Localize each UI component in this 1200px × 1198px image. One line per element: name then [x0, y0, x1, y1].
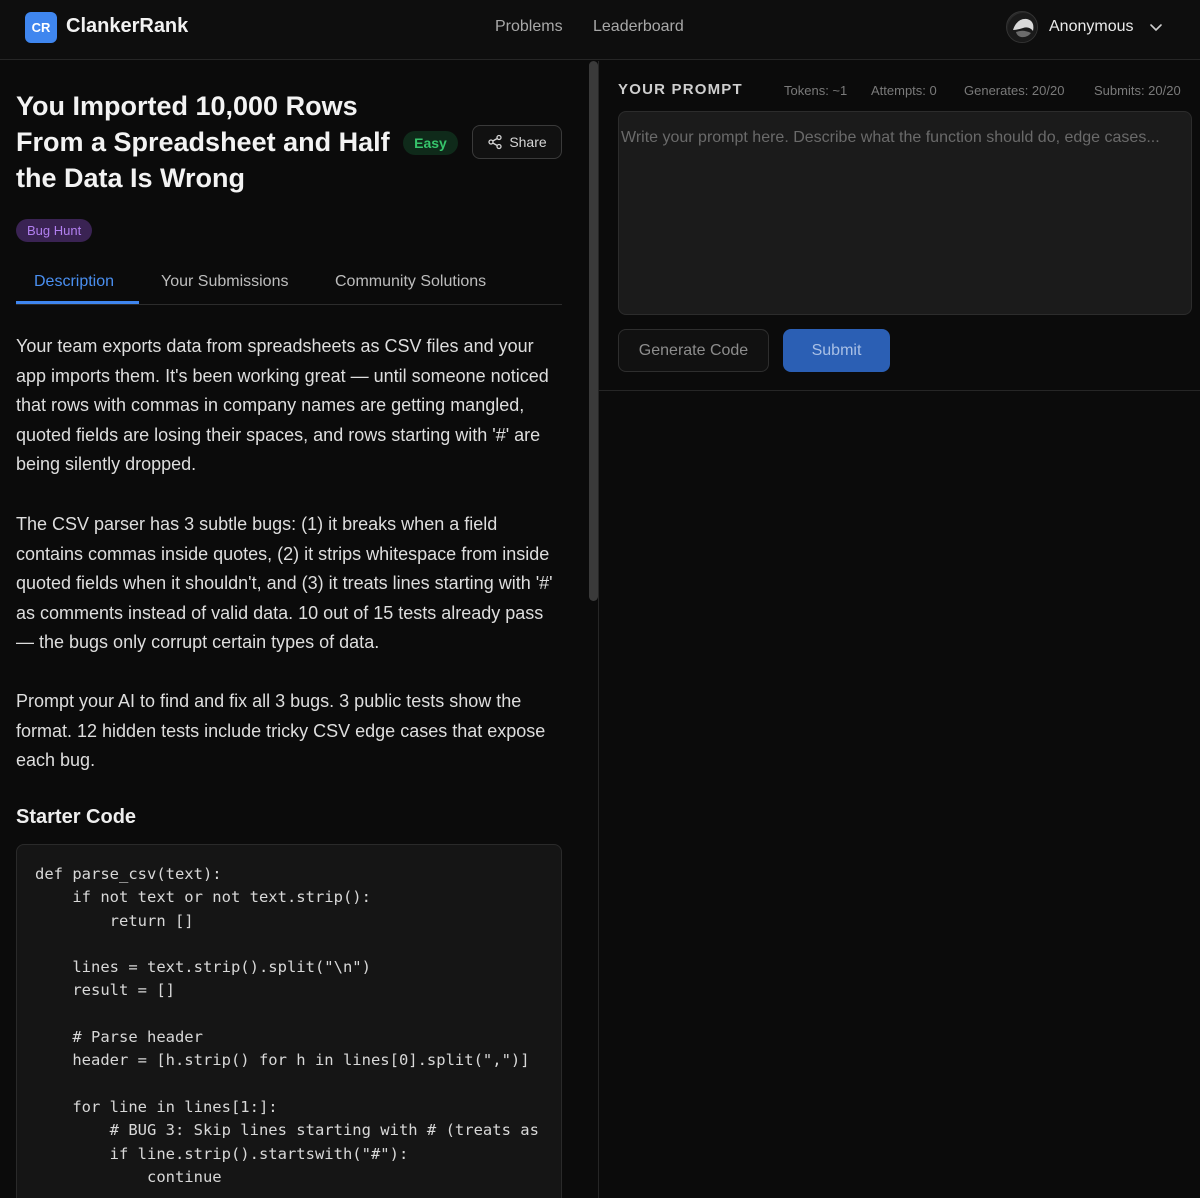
share-icon: [487, 134, 503, 150]
tab-description[interactable]: Description: [34, 273, 115, 290]
description-paragraph: The CSV parser has 3 subtle bugs: (1) it breaks when a field contains commas inside quotes, (2) it strips whitespace from inside quoted fields when it shouldn't, and (3) it treats lines starting with '#' as comments instead of valid data. 10 out of 15 tests already pass — the bugs only corrupt certain types of data.: [16, 514, 553, 652]
section-divider: [599, 390, 1200, 391]
generate-code-button[interactable]: Generate Code: [618, 329, 769, 372]
avatar[interactable]: [1006, 11, 1038, 43]
active-tab-indicator: [16, 301, 139, 304]
difficulty-badge: Easy: [403, 131, 458, 155]
submit-button[interactable]: Submit: [783, 329, 890, 372]
share-label: Share: [509, 134, 547, 150]
nav-leaderboard[interactable]: Leaderboard: [593, 18, 684, 35]
tab-your-submissions[interactable]: Your Submissions: [161, 273, 289, 290]
nav-problems[interactable]: Problems: [495, 18, 563, 35]
generates-count: Generates: 20/20: [964, 83, 1065, 98]
brand-name[interactable]: ClankerRank: [66, 15, 189, 37]
submits-count: Submits: 20/20: [1094, 83, 1181, 98]
scrollbar-thumb[interactable]: [589, 61, 598, 601]
starter-code-block[interactable]: [16, 844, 562, 1198]
tokens-count: Tokens: ~1: [784, 83, 848, 98]
attempts-count: Attempts: 0: [871, 83, 937, 98]
tab-community-solutions[interactable]: Community Solutions: [335, 273, 487, 290]
problem-tabs: [16, 261, 562, 305]
prompt-input[interactable]: [618, 111, 1192, 315]
prompt-label: YOUR PROMPT: [618, 81, 743, 98]
top-navbar: [0, 0, 1200, 60]
starter-code-text: def parse_csv(text): if not text or not text.strip(): return [] lines = text.strip().split("\n") result = [] # Parse header header = [h.strip() for h in lines[0].split(",")] for line in lines[1:]: # BUG 3: Skip lines starting with # (treats as if line.strip().startswith("#"): continue: [35, 865, 539, 1186]
description-paragraph: Prompt your AI to find and fix all 3 bugs. 3 public tests show the format. 12 hidden tests include tricky CSV edge cases that expose each bug.: [16, 691, 546, 770]
chevron-down-icon[interactable]: [1148, 19, 1164, 35]
problem-title: You Imported 10,000 Rows From a Spreadsheet and Half the Data Is Wrong: [16, 91, 390, 193]
user-name[interactable]: Anonymous: [1049, 18, 1134, 35]
panel-divider[interactable]: [598, 61, 599, 1198]
description-paragraph: Your team exports data from spreadsheets as CSV files and your app imports them. It's been working great — until someone noticed that rows with commas in company names are getting mangled, quoted fields are losing their spaces, and rows starting with '#' are being silently dropped.: [16, 336, 549, 474]
logo-icon[interactable]: CR: [25, 12, 57, 43]
starter-code-heading: Starter Code: [16, 806, 137, 828]
share-button[interactable]: [472, 125, 562, 159]
problem-panel: [0, 61, 599, 1198]
category-tag: Bug Hunt: [16, 219, 92, 242]
